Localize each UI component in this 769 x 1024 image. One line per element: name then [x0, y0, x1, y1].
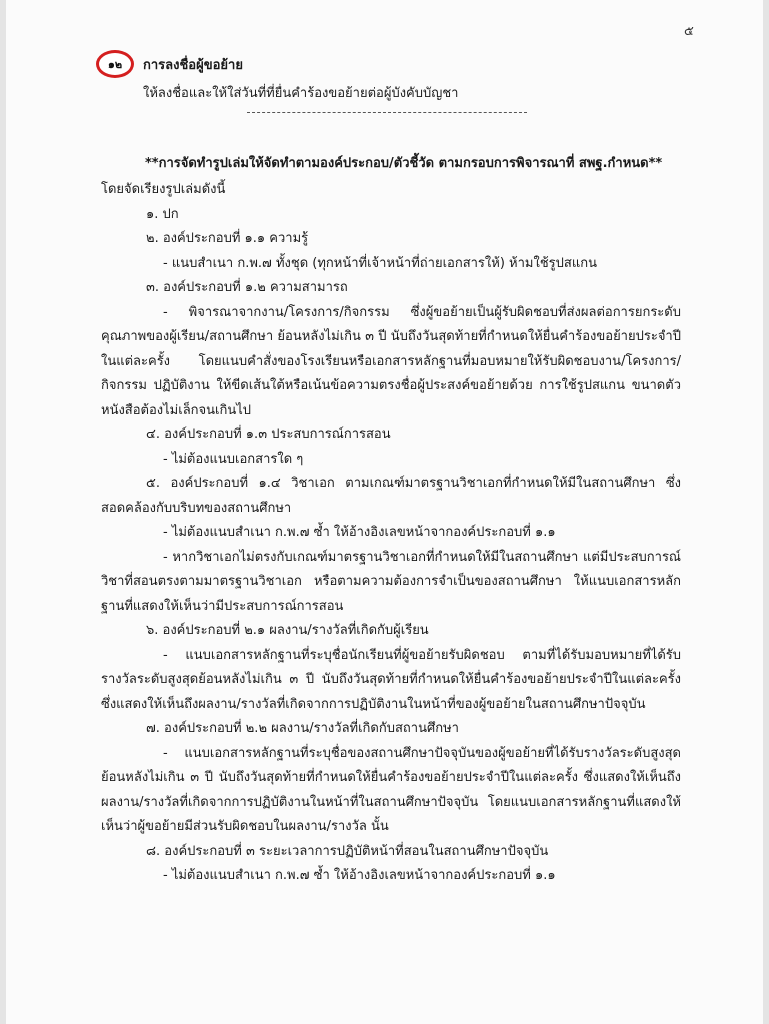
item-detail: - พิจารณาจากงาน/โครงการ/กิจกรรม ซึ่งผู้ขอย้ายเป็นผู้รับผิดชอบที่ส่งผลต่อการยกระดับคุณภาพของผู้เรียน/สถานศึกษา ย้อนหลังไม่เกิน ๓ ปี นับถึงวันสุดท้ายที่กำหนดให้ยื่นคำร้องขอย้ายประจำปีในแต่ละครั้ง โดยแนบคำสั่งของโรงเรียนหรือเอกสารหลักฐานที่มอบหมายให้รับผิดชอบงาน/โครงการ/กิจกรรม ปฏิบัติงาน ให้ขีดเส้นใต้หรือเน้นข้อความตรงชื่อผู้ประสงค์ขอย้ายด้วย การใช้รูปสแกน ขนาดตัวหนังสือต้องไม่เล็กจนเกินไป: [101, 304, 681, 418]
item-detail: - หากวิชาเอกไม่ตรงกับเกณฑ์มาตรฐานวิชาเอกที่กำหนดให้มีในสถานศึกษา แต่มีประสบการณ์วิชาที่สอนตรงตามมาตรฐานวิชาเอก หรือตามความต้องการจำเป็นของสถานศึกษา ให้แนบเอกสารหลักฐานที่แสดงให้เห็นว่ามีประสบการณ์การสอน: [101, 549, 681, 614]
dashed-divider: [247, 112, 527, 113]
item-title: ๖. องค์ประกอบที่ ๒.๑ ผลงาน/รางวัลที่เกิดกับผู้เรียน: [146, 623, 429, 638]
item-detail: - ไม่ต้องแนบสำเนา ก.พ.๗ ซ้ำ ให้อ้างอิงเลขหน้าจากองค์ประกอบที่ ๑.๑: [163, 868, 556, 883]
item-title: ๔. องค์ประกอบที่ ๑.๓ ประสบการณ์การสอน: [146, 427, 391, 442]
instructions-heading: **การจัดทำรูปเล่มให้จัดทำตามองค์ประกอบ/ตัวชี้วัด ตามกรอบการพิจารณาที่ สพฐ.กำหนด**: [145, 156, 663, 171]
page-number: ๕: [684, 24, 694, 39]
section-heading: การลงชื่อผู้ขอย้าย: [143, 58, 243, 73]
item-title: ๒. องค์ประกอบที่ ๑.๑ ความรู้: [146, 231, 309, 246]
item-detail: - แนบเอกสารหลักฐานที่ระบุชื่อนักเรียนที่ผู้ขอย้ายรับผิดชอบ ตามที่ได้รับมอบหมายที่ได้รับรางวัลระดับสูงสุดย้อนหลังไม่เกิน ๓ ปี นับถึงวันสุดท้ายที่กำหนดให้ยื่นคำร้องขอย้ายประจำปีในแต่ละครั้ง ซึ่งแสดงให้เห็นถึงผลงาน/รางวัลที่เกิดจากการปฏิบัติงานในหน้าที่ของผู้ขอย้ายในสถานศึกษาปัจจุบัน: [101, 647, 681, 712]
page-edge-right: [763, 0, 769, 1024]
item-detail: - แนบสำเนา ก.พ.๗ ทั้งชุด (ทุกหน้าที่เจ้าหน้าที่ถ่ายเอกสารให้) ห้ามใช้รูปสแกน: [163, 255, 597, 271]
section-subtext: ให้ลงชื่อและให้ใส่วันที่ที่ยื่นคำร้องขอย้ายต่อผู้บังคับบัญชา: [143, 86, 459, 101]
item-title: ๗. องค์ประกอบที่ ๒.๒ ผลงาน/รางวัลที่เกิดกับสถานศึกษา: [146, 721, 459, 736]
item-title: ๕. องค์ประกอบที่ ๑.๔ วิชาเอก ตามเกณฑ์มาตรฐานวิชาเอกที่กำหนดให้มีในสถานศึกษา ซึ่งสอดคล้องกับบริบทของสถานศึกษา: [101, 476, 681, 516]
item-detail: - ไม่ต้องแนบเอกสารใด ๆ: [163, 451, 304, 467]
item-title: ๘. องค์ประกอบที่ ๓ ระยะเวลาการปฏิบัติหน้าที่สอนในสถานศึกษาปัจจุบัน: [146, 843, 549, 859]
item-detail: - ไม่ต้องแนบสำเนา ก.พ.๗ ซ้ำ ให้อ้างอิงเลขหน้าจากองค์ประกอบที่ ๑.๑: [163, 525, 556, 540]
item-detail: - แนบเอกสารหลักฐานที่ระบุชื่อของสถานศึกษาปัจจุบันของผู้ขอย้ายที่ได้รับรางวัลระดับสูงสุดย้อนหลังไม่เกิน ๓ ปี นับถึงวันสุดท้ายที่กำหนดให้ยื่นคำร้องขอย้ายประจำปีในแต่ละครั้ง ซึ่งแสดงให้เห็นถึงผลงาน/รางวัลที่เกิดจากการปฏิบัติงานในหน้าที่ในสถานศึกษาปัจจุบัน โดยแนบเอกสารหลักฐานที่แสดงให้เห็นว่าผู้ขอย้ายมีส่วนรับผิดชอบในผลงาน/รางวัล นั้น: [101, 745, 681, 834]
instructions-intro: โดยจัดเรียงรูปเล่มดังนี้: [101, 182, 226, 197]
item-title: ๓. องค์ประกอบที่ ๑.๒ ความสามารถ: [146, 280, 348, 295]
page-edge-left: [0, 0, 6, 1024]
item-title: ๑. ปก: [146, 206, 179, 222]
section-number-badge: ๑๒: [96, 50, 134, 78]
instructions-body: [101, 178, 681, 889]
